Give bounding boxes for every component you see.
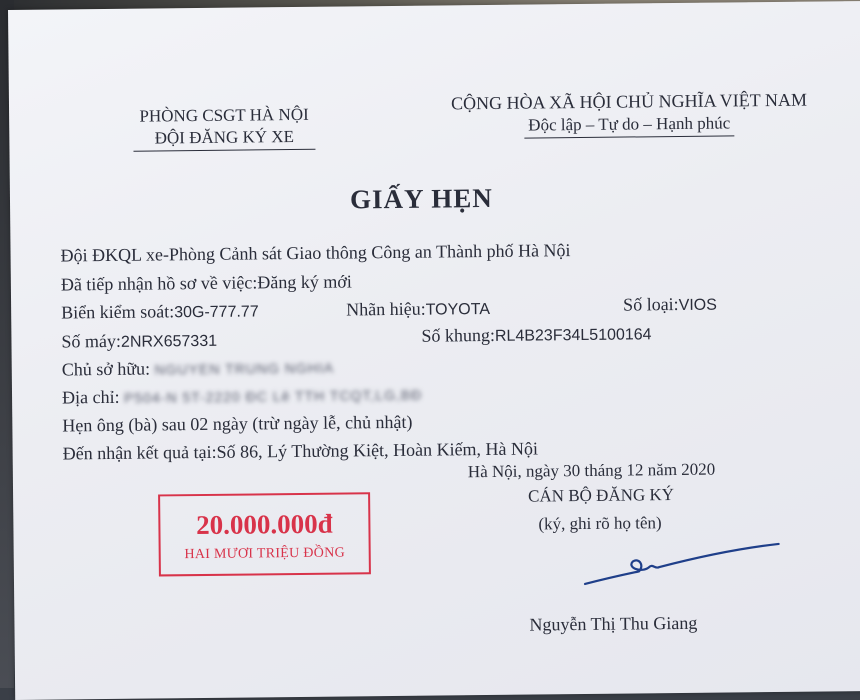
frame-line — [421, 323, 651, 346]
plate-label: Biển kiểm soát: — [61, 301, 175, 323]
plate-value: 30G-777.77 — [174, 303, 259, 322]
agency-line: Đội ĐKQL xe-Phòng Cảnh sát Giao thông Công an Thành phố Hà Nội — [60, 240, 571, 266]
officer-name: Nguyễn Thị Thu Giang — [529, 612, 698, 635]
owner-value-redacted: NGUYEN TRUNG NGHIA — [154, 359, 335, 378]
issuer-team: ĐỘI ĐĂNG KÝ XE — [133, 127, 315, 152]
officer-note: (ký, ghi rõ họ tên) — [538, 513, 662, 534]
officer-title: CÁN BỘ ĐĂNG KÝ — [528, 485, 675, 506]
address-line — [62, 384, 422, 409]
appointment-line: Hẹn ông (bà) sau 02 ngày (trừ ngày lễ, chủ nhật) — [62, 411, 413, 436]
model-value: VIOS — [678, 296, 717, 314]
national-name: CỘNG HÒA XÃ HỘI CHỦ NGHĨA VIỆT NAM — [450, 89, 808, 114]
brand-line — [346, 298, 490, 321]
model-label: Số loại: — [623, 293, 679, 315]
document-title: GIẤY HẸN — [349, 182, 493, 215]
address-value-redacted: P504-N 5T-2220 ĐC Lê TTH TCQT,LG,BĐ — [123, 386, 423, 406]
fee-stamp — [158, 492, 371, 576]
fee-amount-words: HAI MƯƠI TRIỆU ĐỒNG — [184, 545, 346, 563]
issuer-department: PHÒNG CSGT HÀ NỘI — [139, 104, 309, 126]
national-header — [434, 89, 824, 139]
officer-signature — [579, 542, 790, 594]
pickup-line: Đến nhận kết quả tại:Số 86, Lý Thường Kiệt, Hoàn Kiếm, Hà Nội — [62, 438, 539, 464]
plate-line — [61, 300, 259, 323]
date-line: Hà Nội, ngày 30 tháng 12 năm 2020 — [467, 459, 716, 482]
engine-value: 2NRX657331 — [120, 332, 218, 351]
model-line — [623, 294, 717, 316]
appointment-slip — [8, 1, 860, 700]
owner-line — [62, 357, 335, 381]
engine-line — [61, 330, 217, 353]
issuer-header — [119, 105, 329, 152]
frame-label: Số khung: — [421, 324, 496, 346]
owner-label: Chủ sở hữu: — [61, 358, 151, 380]
national-motto: Độc lập – Tự do – Hạnh phúc — [524, 113, 734, 138]
fee-amount: 20.000.000đ — [195, 508, 333, 541]
engine-label: Số máy: — [61, 330, 122, 352]
brand-label: Nhãn hiệu: — [346, 298, 426, 320]
frame-value: RL4B23F34L5100164 — [494, 326, 652, 345]
address-label: Địa chỉ: — [61, 386, 120, 408]
brand-value: TOYOTA — [425, 300, 491, 319]
received-line: Đã tiếp nhận hồ sơ về việc:Đăng ký mới — [60, 271, 352, 295]
